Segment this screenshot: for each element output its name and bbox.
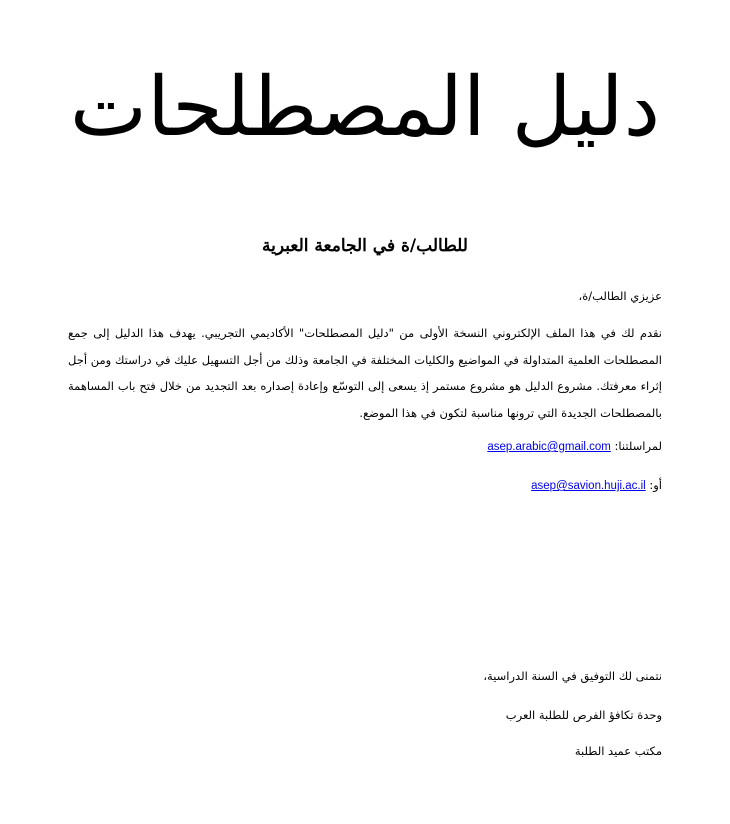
alt-contact-label: أو: [649, 478, 662, 492]
office-name: مكتب عميد الطلبة [574, 744, 662, 758]
alt-contact-line [68, 478, 662, 492]
greeting: عزيزي الطالب/ة، [578, 289, 662, 303]
intro-paragraph: نقدم لك في هذا الملف الإلكتروني النسخة الأولى من "دليل المصطلحات" الأكاديمي التجريبي. يهدف هذا الدليل إلى جمع المصطلحات العلمية المتداولة في المواضيع والكليات المختلفة في الجامعة وذلك من أجل التسهيل عليك في دراستك ومن أجل إثراء معرفتك. مشروع الدليل هو مشروع مستمر إذ يسعى إلى التوسّع وإعادة إصداره بعد التجديد من خلال فتح باب المساهمة بالمصطلحات الجديدة التي ترونها مناسبة لتكون في هذا الموضع. [68, 326, 662, 420]
alt-contact-email-link[interactable]: asep@savion.huji.ac.il [531, 480, 646, 492]
contact-label: لمراسلتنا: [614, 439, 662, 453]
contact-line [68, 439, 662, 453]
contact-email-link[interactable]: asep.arabic@gmail.com [487, 441, 611, 453]
closing-wish: نتمنى لك التوفيق في السنة الدراسية، [483, 669, 662, 683]
unit-name: وحدة تكافؤ الفرص للطلبة العرب [505, 708, 662, 722]
document-title: دليل المصطلحات [69, 60, 661, 155]
document-subtitle: للطالب/ة في الجامعة العبرية [262, 236, 468, 256]
